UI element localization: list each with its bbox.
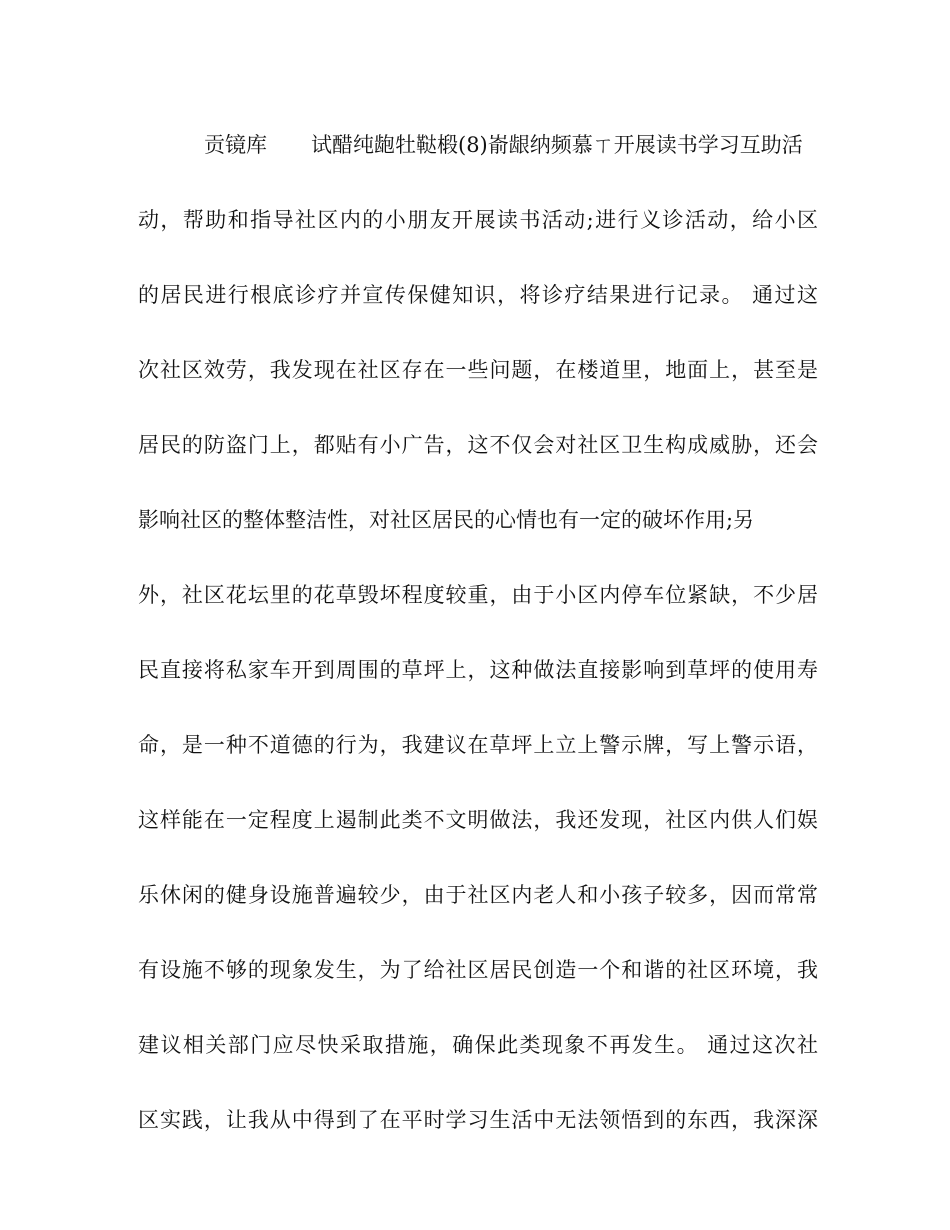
first-line-segment-b: 试醋纯龅牡鞑椴(8)嵛龈纳频慕ㄒ开展读书学习互助活	[311, 133, 803, 157]
paragraph-line-9: 命，是一种不道德的行为，我建议在草坪上立上警示牌，写上警示语，	[138, 733, 818, 757]
first-line-segment-a: 贡镜库	[204, 133, 267, 157]
paragraph-line-11: 乐休闲的健身设施普遍较少，由于社区内老人和小孩子较多，因而常常	[138, 883, 818, 907]
paragraph-line-1	[138, 127, 818, 163]
paragraph-line-13: 建议相关部门应尽快采取措施，确保此类现象不再发生。 通过这次社	[138, 1033, 818, 1057]
paragraph-line-6: 影响社区的整体整洁性，对社区居民的心情也有一定的破坏作用;另	[138, 508, 755, 532]
paragraph-line-14: 区实践，让我从中得到了在平时学习生活中无法领悟到的东西，我深深	[138, 1108, 818, 1132]
paragraph-line-7: 外，社区花坛里的花草毁坏程度较重，由于小区内停车位紧缺，不少居	[138, 583, 818, 607]
paragraph-line-2: 动，帮助和指导社区内的小朋友开展读书活动;进行义诊活动，给小区	[138, 208, 818, 232]
paragraph-line-8: 民直接将私家车开到周围的草坪上，这种做法直接影响到草坪的使用寿	[138, 658, 818, 682]
paragraph-line-4: 次社区效劳，我发现在社区存在一些问题，在楼道里，地面上，甚至是	[138, 358, 818, 382]
paragraph-line-5: 居民的防盗门上，都贴有小广告，这不仅会对社区卫生构成威胁，还会	[138, 433, 818, 457]
paragraph-line-12: 有设施不够的现象发生，为了给社区居民创造一个和谐的社区环境，我	[138, 958, 818, 982]
paragraph-line-3: 的居民进行根底诊疗并宣传保健知识，将诊疗结果进行记录。 通过这	[138, 283, 818, 307]
paragraph-line-10: 这样能在一定程度上遏制此类不文明做法，我还发现，社区内供人们娱	[138, 808, 818, 832]
